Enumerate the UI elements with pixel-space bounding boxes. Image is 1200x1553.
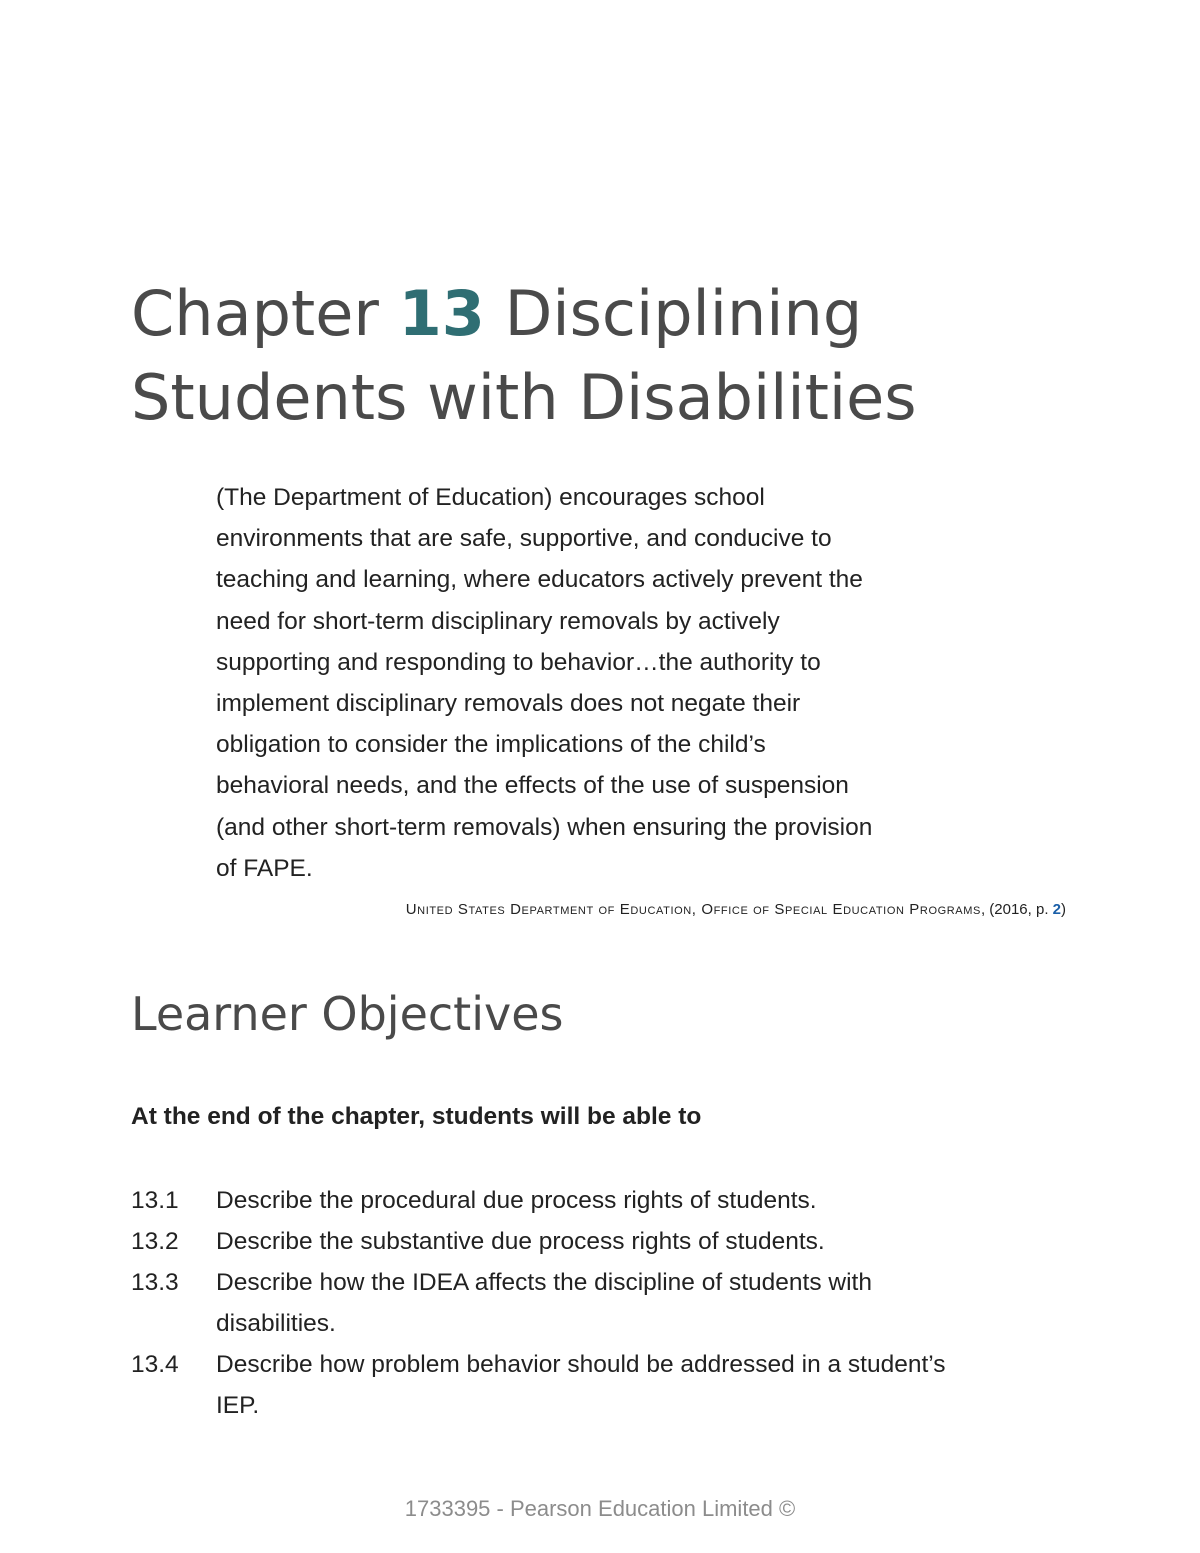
epigraph-line: teaching and learning, where educators actively prevent the	[216, 566, 863, 594]
citation-suffix: )	[1061, 901, 1066, 918]
objective-text	[216, 1262, 1071, 1344]
objective-text-line: Describe how problem behavior should be addressed in a student’s	[216, 1351, 946, 1378]
objective-text: Describe the procedural due process rights of students.	[216, 1187, 817, 1214]
citation-year: , (2016, p.	[980, 901, 1053, 918]
citation-page-link[interactable]: 2	[1052, 901, 1061, 918]
epigraph-line: (The Department of Education) encourages school	[216, 484, 765, 511]
objective-text-line: IEP.	[216, 1392, 260, 1419]
objective-text-line: disabilities.	[216, 1310, 336, 1337]
objective-number: 13.4	[131, 1351, 179, 1378]
citation-source: United States Department of Education, Office of Special Education Programs	[405, 901, 981, 918]
objective-text: Describe the substantive due process rights of students.	[216, 1228, 825, 1255]
section-heading-learner-objectives: Learner Objectives	[131, 987, 564, 1041]
epigraph-line: need for short-term disciplinary removals by actively	[216, 607, 780, 635]
objective-number: 13.2	[131, 1228, 179, 1255]
page-footer: 1733395 - Pearson Education Limited ©	[404, 1496, 796, 1521]
epigraph-line: environments that are safe, supportive, and conducive to	[216, 525, 832, 553]
objective-number: 13.1	[131, 1187, 179, 1214]
chapter-title	[131, 272, 1091, 440]
objectives-lead-in: At the end of the chapter, students will be able to	[131, 1103, 702, 1130]
objective-text	[216, 1344, 1071, 1426]
epigraph-quote	[216, 477, 996, 889]
objective-text-line: Describe how the IDEA affects the discipline of students with	[216, 1269, 872, 1296]
epigraph-line: of FAPE.	[216, 854, 313, 882]
objective-item	[131, 1180, 1071, 1221]
epigraph-line: obligation to consider the implications of the child’s	[216, 731, 766, 759]
objective-number: 13.3	[131, 1269, 179, 1296]
chapter-title-line1: Disciplining	[504, 277, 863, 350]
chapter-number: 13	[398, 277, 485, 350]
chapter-prefix: Chapter	[131, 277, 379, 350]
objectives-list	[131, 1180, 1071, 1426]
epigraph-line: behavioral needs, and the effects of the use of suspension	[216, 772, 849, 800]
chapter-title-line2: Students with Disabilities	[131, 361, 917, 434]
objective-item	[131, 1344, 1071, 1426]
objective-item	[131, 1262, 1071, 1344]
epigraph-line: supporting and responding to behavior…the authority to	[216, 648, 821, 676]
epigraph-line: implement disciplinary removals does not negate their	[216, 690, 801, 718]
epigraph-line: (and other short-term removals) when ensuring the provision	[216, 813, 873, 841]
objective-item	[131, 1221, 1071, 1262]
epigraph-citation	[406, 899, 1066, 921]
